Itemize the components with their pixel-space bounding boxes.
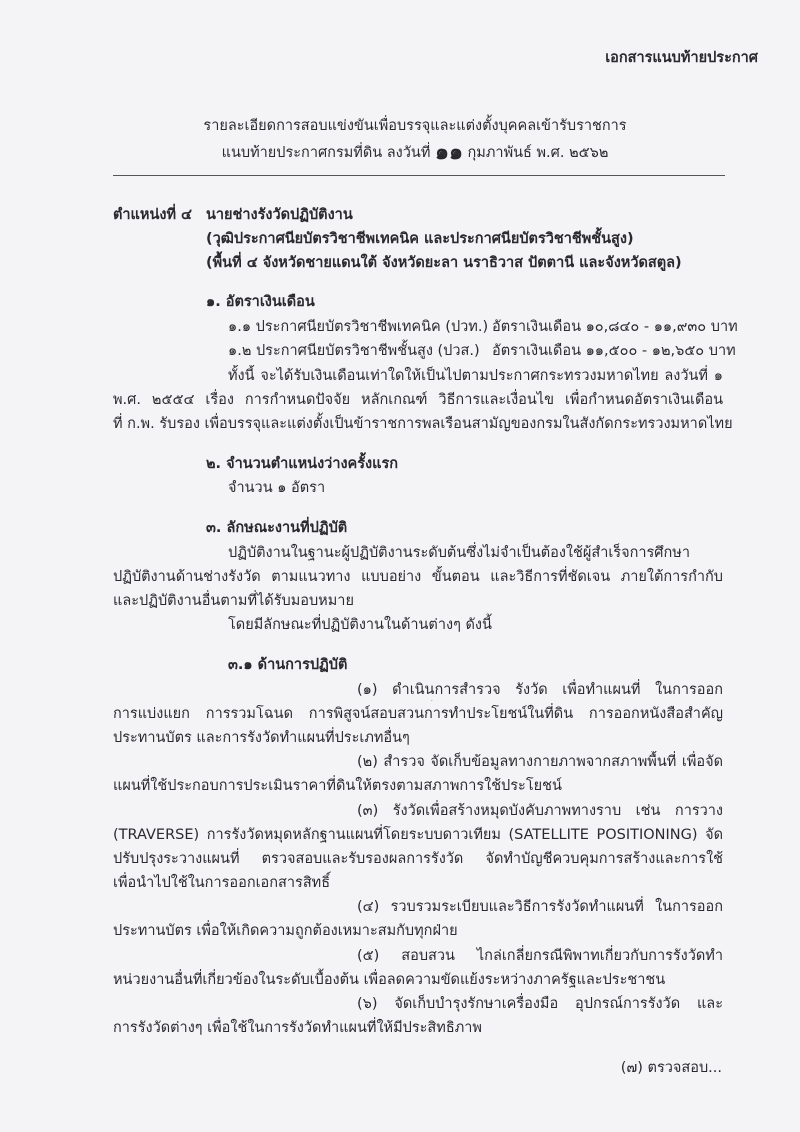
salary-item-range: อัตราเงินเดือน ๑๑,๕๐๐ - ๑๒,๖๕๐ บาท [492,343,736,359]
duty-line: การแบ่งแยก การรวมโฉนด การพิสูจน์สอบสวนการทำประโยชน์ในที่ดิน การออกหนังสือสำคัญ [113,706,723,722]
duty-line: หน่วยงานอื่นที่เกี่ยวข้องในระดับเบื้องต้น เพื่อลดความขัดแย้งระหว่างภาครัฐและประชาชน [113,972,666,988]
position-qualification: (วุฒิประกาศนียบัตรวิชาชีพเทคนิค และประกาศนียบัตรวิชาชีพชั้นสูง) [206,231,634,247]
sec1-heading: ๑. อัตราเงินเดือน [206,294,315,310]
position-area: (พื้นที่ ๔ จังหวัดชายแดนใต้ จังหวัดยะลา นราธิวาส ปัตตานี และจังหวัดสตูล) [206,255,682,271]
duty-line: การรังวัดต่างๆ เพื่อใช้ในการรังวัดทำแผนที่ให้มีประสิทธิภาพ [113,1020,482,1036]
title-line-2 [0,142,800,164]
duty-line: ปรับปรุงระวางแผนที่ ตรวจสอบและรับรองผลการรังวัด จัดทำบัญชีควบคุมการสร้างและการใช้ [113,851,723,867]
duty-line: (๒) สำรวจ จัดเก็บข้อมูลทางกายภาพจากสภาพพื้นที่ เพื่อจัด [357,754,723,770]
continuation-marker: (๗) ตรวจสอบ... [620,1060,722,1076]
sec1-para-line: ทั้งนี้ จะได้รับเงินเดือนเท่าใดให้เป็นไปตามประกาศกระทรวงมหาดไทย ลงวันที่ ๑ [228,368,723,384]
salary-item-label: ๑.๑ ประกาศนียบัตรวิชาชีพเทคนิค (ปวท.) [228,319,489,335]
sec1-para-line: ที่ ก.พ. รับรอง เพื่อบรรจุและแต่งตั้งเป็นข้าราชการพลเรือนสามัญของกรมในสังกัดกระทรวงมหาดไทย [113,416,733,432]
duty-line: ประทานบัตร และการรังวัดทำแผนที่ประเภทอื่นๆ [113,730,410,746]
position-name: นายช่างรังวัดปฏิบัติงาน [206,207,353,223]
sec2-text: จำนวน ๑ อัตรา [228,480,326,496]
salary-item-label: ๑.๒ ประกาศนียบัตรวิชาชีพชั้นสูง (ปวส.) [228,343,480,359]
duty-line: (๔) รวบรวมระเบียบและวิธีการรังวัดทำแผนที่ ในการออก [357,899,723,915]
handwritten-day: ๑๑ [434,140,463,165]
duty-line: แผนที่ใช้ประกอบการประเมินราคาที่ดินให้ตรงตามสภาพการใช้ประโยชน์ [113,778,562,794]
duty-line: (๑) ดำเนินการสำรวจ รังวัด เพื่อทำแผนที่ ในการออก [357,682,723,698]
duty-line: เพื่อนำไปใช้ในการออกเอกสารสิทธิ์ [113,875,331,891]
sec3-1-heading: ๓.๑ ด้านการปฏิบัติ [228,657,348,673]
duty-line: (๖) จัดเก็บบำรุงรักษาเครื่องมือ อุปกรณ์การรังวัด และ [357,996,723,1012]
sec3-intro: โดยมีลักษณะที่ปฏิบัติงานในด้านต่างๆ ดังนี้ [228,617,492,633]
title-suffix: กุมภาพันธ์ พ.ศ. ๒๕๖๒ [467,145,609,161]
sec3-para-line: และปฏิบัติงานอื่นตามที่ได้รับมอบหมาย [113,593,354,609]
duty-line: (TRAVERSE) การรังวัดหมุดหลักฐานแผนที่โดยระบบดาวเทียม (SATELLITE POSITIONING) จัด [113,827,723,843]
duty-line: ประทานบัตร เพื่อให้เกิดความถูกต้องเหมาะสมกับทุกฝ่าย [113,923,458,939]
duty-line: (๕) สอบสวน ไกล่เกลี่ยกรณีพิพาทเกี่ยวกับการรังวัดทำ [357,948,723,964]
sec2-heading: ๒. จำนวนตำแหน่งว่างครั้งแรก [206,456,399,472]
document-header: เอกสารแนบท้ายประกาศ [605,50,758,66]
divider [113,175,725,176]
sec3-para-line: ปฏิบัติงานในฐานะผู้ปฏิบัติงานระดับต้นซึ่งไม่จำเป็นต้องใช้ผู้สำเร็จการศึกษา [228,545,690,561]
position-label: ตำแหน่งที่ ๔ [113,207,193,223]
title-prefix: แนบท้ายประกาศกรมที่ดิน ลงวันที่ [221,145,431,161]
duty-line: (๓) รังวัดเพื่อสร้างหมุดบังคับภาพทางราบ เช่น การวาง [357,803,723,819]
sec1-para-line: พ.ศ. ๒๕๕๔ เรื่อง การกำหนดปัจจัย หลักเกณฑ์ วิธีการและเงื่อนไข เพื่อกำหนดอัตราเงินเดือน [113,392,723,408]
salary-item-range: อัตราเงินเดือน ๑๐,๘๔๐ - ๑๑,๙๓๐ บาท [492,319,738,335]
sec3-para-line: ปฏิบัติงานด้านช่างรังวัด ตามแนวทาง แบบอย่าง ขั้นตอน และวิธีการที่ชัดเจน ภายใต้การกำกับ [113,569,723,585]
sec3-heading: ๓. ลักษณะงานที่ปฏิบัติ [206,520,348,536]
title-line-1: รายละเอียดการสอบแข่งขันเพื่อบรรจุและแต่งตั้งบุคคลเข้ารับราชการ [203,118,627,134]
